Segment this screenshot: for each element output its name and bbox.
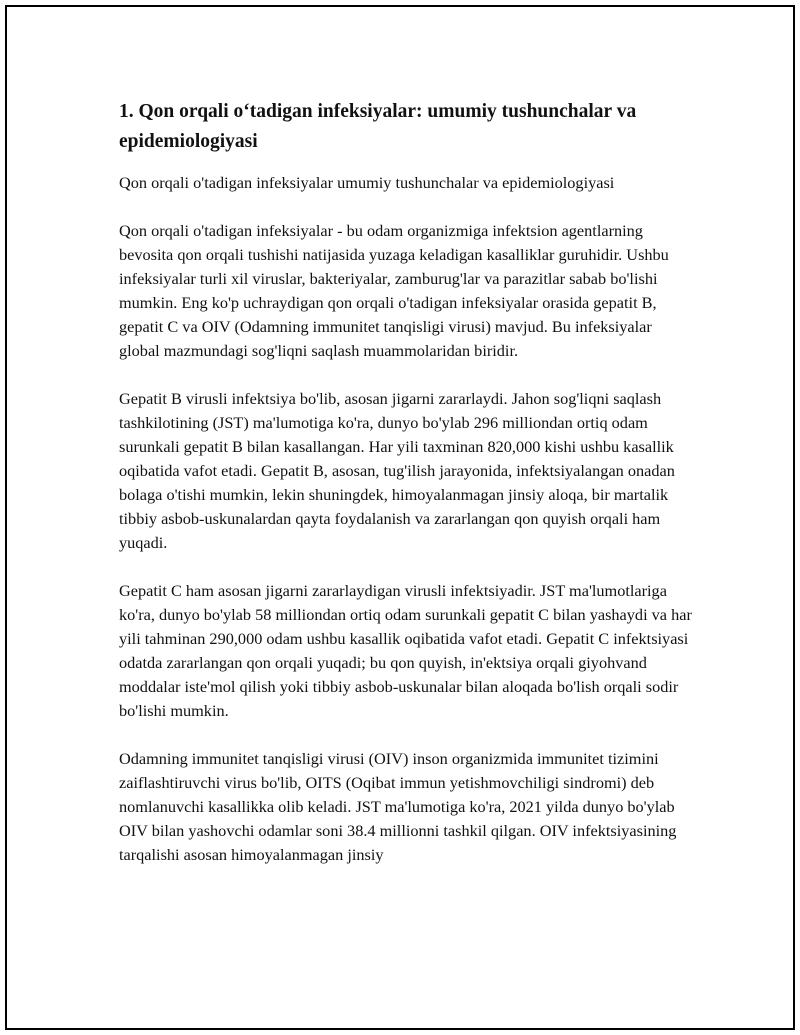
paragraph-hepatitis-c: Gepatit C ham asosan jigarni zararlaydigan virusli infektsiyadir. JST ma'lumotlariga ko'ra, dunyo bo'ylab 58 milliondan ortiq odam surunkali gepatit C bilan yashaydi va har yili tahminan 290,000 odam ushbu kasallik oqibatida vafot etadi. Gepatit C infektsiyasi odatda zararlangan qon orqali yuqadi; bu qon quyish, in'ektsiya orqali giyohvand moddalar iste'mol qilish yoki tibbiy asbob-uskunalar bilan aloqada bo'lish orqali sodir bo'lishi mumkin.	[119, 581, 692, 720]
section-subtitle: Qon orqali o'tadigan infeksiyalar umumiy tushunchalar va epidemiologiyasi	[119, 173, 615, 192]
paragraph-intro: Qon orqali o'tadigan infeksiyalar - bu odam organizmiga infektsion agentlarning bevosita qon orqali tushishi natijasida yuzaga keladigan kasalliklar guruhidir. Ushbu infeksiyalar turli xil viruslar, bakteriyalar, zamburug'lar va parazitlar sabab bo'lishi mumkin. Eng ko'p uchraydigan qon orqali o'tadigan infeksiyalar orasida gepatit B, gepatit C va OIV (Odamning immunitet tanqisligi virusi) mavjud. Bu infeksiyalar global mazmundagi sog'liqni saqlash muammolaridan biridir.	[119, 221, 669, 360]
section-heading: 1. Qon orqali o‘tadigan infeksiyalar: umumiy tushunchalar va epidemiologiyasi	[119, 101, 637, 152]
paragraph-hiv: Odamning immunitet tanqisligi virusi (OIV) inson organizmida immunitet tizimini zaiflashtiruvchi virus bo'lib, OITS (Oqibat immun yetishmovchiligi sindromi) deb nomlanuvchi kasallikka olib keladi. JST ma'lumotiga ko'ra, 2021 yilda dunyo bo'ylab OIV bilan yashovchi odamlar soni 38.4 millionni tashkil qilgan. OIV infektsiyasining tarqalishi asosan himoyalanmagan jinsiy	[119, 749, 677, 864]
paragraph-hepatitis-b: Gepatit B virusli infektsiya bo'lib, asosan jigarni zararlaydi. Jahon sog'liqni saqlash tashkilotining (JST) ma'lumotiga ko'ra, dunyo bo'ylab 296 milliondan ortiq odam surunkali gepatit B bilan kasallangan. Har yili taxminan 820,000 kishi ushbu kasallik oqibatida vafot etadi. Gepatit B, asosan, tug'ilish jarayonida, infektsiyalangan onadan bolaga o'tishi mumkin, lekin shuningdek, himoyalanmagan jinsiy aloqa, bir martalik tibbiy asbob-uskunalardan qayta foydalanish va zararlangan qon quyish orqali ham yuqadi.	[119, 389, 675, 552]
document-body	[119, 97, 695, 891]
page-frame	[5, 5, 795, 1030]
